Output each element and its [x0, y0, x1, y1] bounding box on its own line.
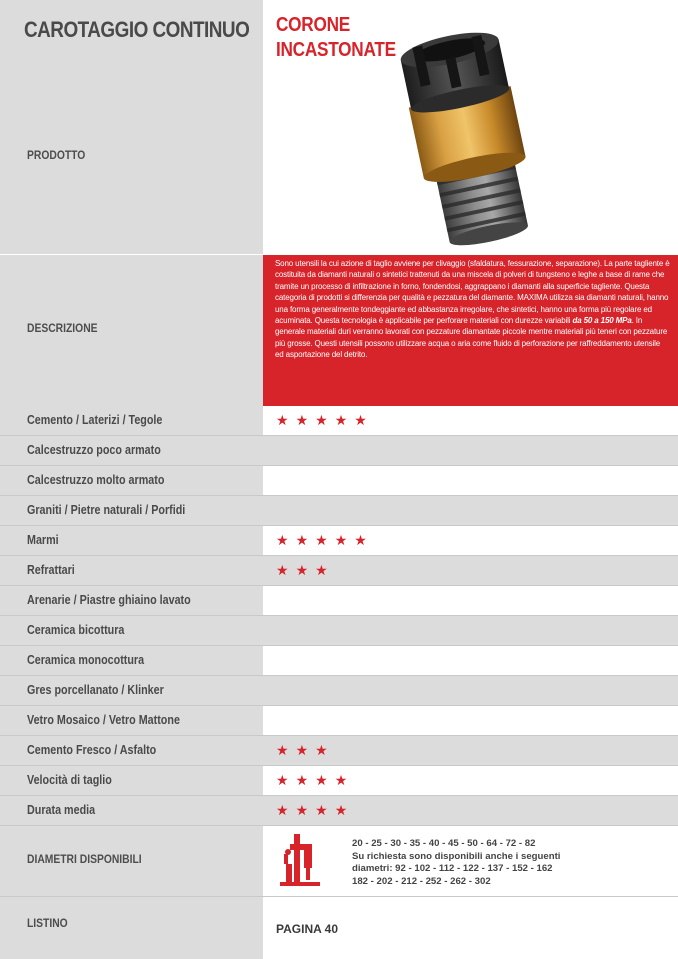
row-label: Refrattari — [27, 563, 75, 577]
row-label: Vetro Mosaico / Vetro Mattone — [27, 713, 180, 727]
row-label-cell — [0, 496, 263, 526]
table-row — [0, 796, 678, 826]
star-icon: ★ — [315, 532, 335, 548]
row-label-cell — [0, 586, 263, 616]
star-icon: ★ — [315, 412, 335, 428]
star-rating — [276, 562, 335, 579]
row-label-cell — [0, 436, 263, 466]
row-value-cell — [263, 496, 678, 526]
star-icon: ★ — [295, 802, 316, 818]
table-row — [0, 736, 678, 766]
star-icon: ★ — [354, 532, 374, 548]
star-icon: ★ — [295, 742, 316, 758]
star-rating — [276, 802, 354, 819]
diameters-line: 20 - 25 - 30 - 35 - 40 - 45 - 50 - 64 - 72 - 82 — [352, 838, 536, 849]
row-label: Velocità di taglio — [27, 773, 112, 787]
section-label-descrizione: DESCRIZIONE — [27, 321, 98, 335]
star-icon: ★ — [315, 802, 335, 818]
star-icon: ★ — [315, 742, 335, 758]
table-row — [0, 676, 678, 706]
star-icon: ★ — [276, 742, 296, 758]
row-label-cell — [0, 766, 263, 796]
row-label-cell — [0, 556, 263, 586]
diameters-list — [352, 838, 560, 888]
row-label-cell — [0, 466, 263, 496]
section-label-diametri: DIAMETRI DISPONIBILI — [27, 852, 142, 866]
star-rating — [276, 532, 374, 549]
row-value-cell — [263, 706, 678, 736]
listino-page: PAGINA 40 — [276, 922, 339, 936]
product-title-line2: INCASTONATE — [276, 39, 396, 61]
star-icon: ★ — [334, 802, 355, 818]
row-value-cell — [263, 676, 678, 706]
row-label: Cemento / Laterizi / Tegole — [27, 413, 163, 427]
core-drill-crown-image — [388, 26, 548, 248]
star-icon: ★ — [276, 802, 296, 818]
star-icon: ★ — [276, 412, 296, 428]
table-row — [0, 496, 678, 526]
row-label-cell — [0, 676, 263, 706]
row-label-cell — [0, 796, 263, 826]
star-icon: ★ — [276, 562, 296, 578]
drill-stand-icon — [276, 830, 324, 888]
table-row — [0, 706, 678, 736]
page-title: CAROTAGGIO CONTINUO — [24, 17, 250, 42]
table-row — [0, 526, 678, 556]
row-value-cell — [263, 466, 678, 496]
row-label-cell — [0, 406, 263, 436]
diameters-line: diametri: 92 - 102 - 112 - 122 - 137 - 152 - 162 — [352, 863, 553, 875]
table-row — [0, 466, 678, 496]
star-icon: ★ — [276, 772, 296, 788]
star-icon: ★ — [334, 772, 355, 788]
row-label: Graniti / Pietre naturali / Porfidi — [27, 503, 186, 517]
product-title-line1: CORONE — [276, 14, 350, 36]
star-rating — [276, 412, 374, 429]
section-label-prodotto: PRODOTTO — [27, 148, 86, 162]
table-row — [0, 646, 678, 676]
star-rating — [276, 772, 354, 789]
row-label: Gres porcellanato / Klinker — [27, 683, 164, 697]
row-label: Marmi — [27, 533, 59, 547]
row-label: Ceramica monocottura — [27, 653, 145, 667]
table-row — [0, 556, 678, 586]
row-value-cell — [263, 616, 678, 646]
description-text: Sono utensili la cui azione di taglio avviene per clivaggio (sfaldatura, fessurazione, separazione). La parte tagliente è costituita da diamanti naturali o sintetici trattenuti da una miscela di polveri di tungsteno e leghe a base di rame che tramite un processo di infiltrazione in forno, fondendosi, aggrappano i diamanti alla superficie tagliente. Questa categoria di prodotti si differenzia per qualità e pezzatura del diamante. MAXIMA utilizza sia diamanti naturali, hanno una forma generalmente tondeggiante ed abbastanza irregolare, che sintetici, hanno una forma più regolare ed acuminata. Questa tecnologia è applicabile per perforare materiali con durezze variabili da 50 a 150 MPa. In generale materiali duri verranno lavorati con pezzature diamantate piccole mentre materiali più teneri con pezzature più grosse. Questi utensili possono utilizzare acqua o aria come fluido di perforazione per raffreddamento utensile ed asportazione del detrito. — [275, 259, 670, 360]
row-label-cell — [0, 616, 263, 646]
row-value-cell — [263, 436, 678, 466]
row-label-cell — [0, 706, 263, 736]
row-label: Arenarie / Piastre ghiaino lavato — [27, 593, 191, 607]
star-icon: ★ — [315, 772, 335, 788]
star-icon: ★ — [295, 412, 316, 428]
table-row — [0, 406, 678, 436]
diameters-line: 182 - 202 - 212 - 252 - 262 - 302 — [352, 875, 491, 887]
star-icon: ★ — [295, 772, 316, 788]
star-icon: ★ — [295, 532, 316, 548]
row-label: Cemento Fresco / Asfalto — [27, 743, 157, 757]
row-label: Calcestruzzo poco armato — [27, 443, 161, 457]
table-row — [0, 436, 678, 466]
row-divider — [0, 825, 678, 826]
table-row — [0, 616, 678, 646]
hardness-range: da 50 a 150 MPa — [572, 316, 632, 326]
star-icon: ★ — [354, 412, 374, 428]
row-label-cell — [0, 526, 263, 556]
row-label: Durata media — [27, 803, 96, 817]
star-icon: ★ — [276, 532, 296, 548]
row-label: Ceramica bicottura — [27, 623, 125, 637]
star-rating — [276, 742, 335, 759]
row-label-cell — [0, 646, 263, 676]
diameters-line: Su richiesta sono disponibili anche i seguenti — [352, 850, 561, 862]
star-icon: ★ — [315, 562, 335, 578]
section-label-listino: LISTINO — [27, 916, 68, 930]
star-icon: ★ — [334, 532, 355, 548]
table-row — [0, 586, 678, 616]
table-row — [0, 766, 678, 796]
star-icon: ★ — [295, 562, 316, 578]
row-value-cell — [263, 646, 678, 676]
divider — [0, 896, 678, 897]
product-title — [276, 13, 396, 63]
row-value-cell — [263, 586, 678, 616]
row-label-cell — [0, 736, 263, 766]
star-icon: ★ — [334, 412, 355, 428]
row-label: Calcestruzzo molto armato — [27, 473, 165, 487]
